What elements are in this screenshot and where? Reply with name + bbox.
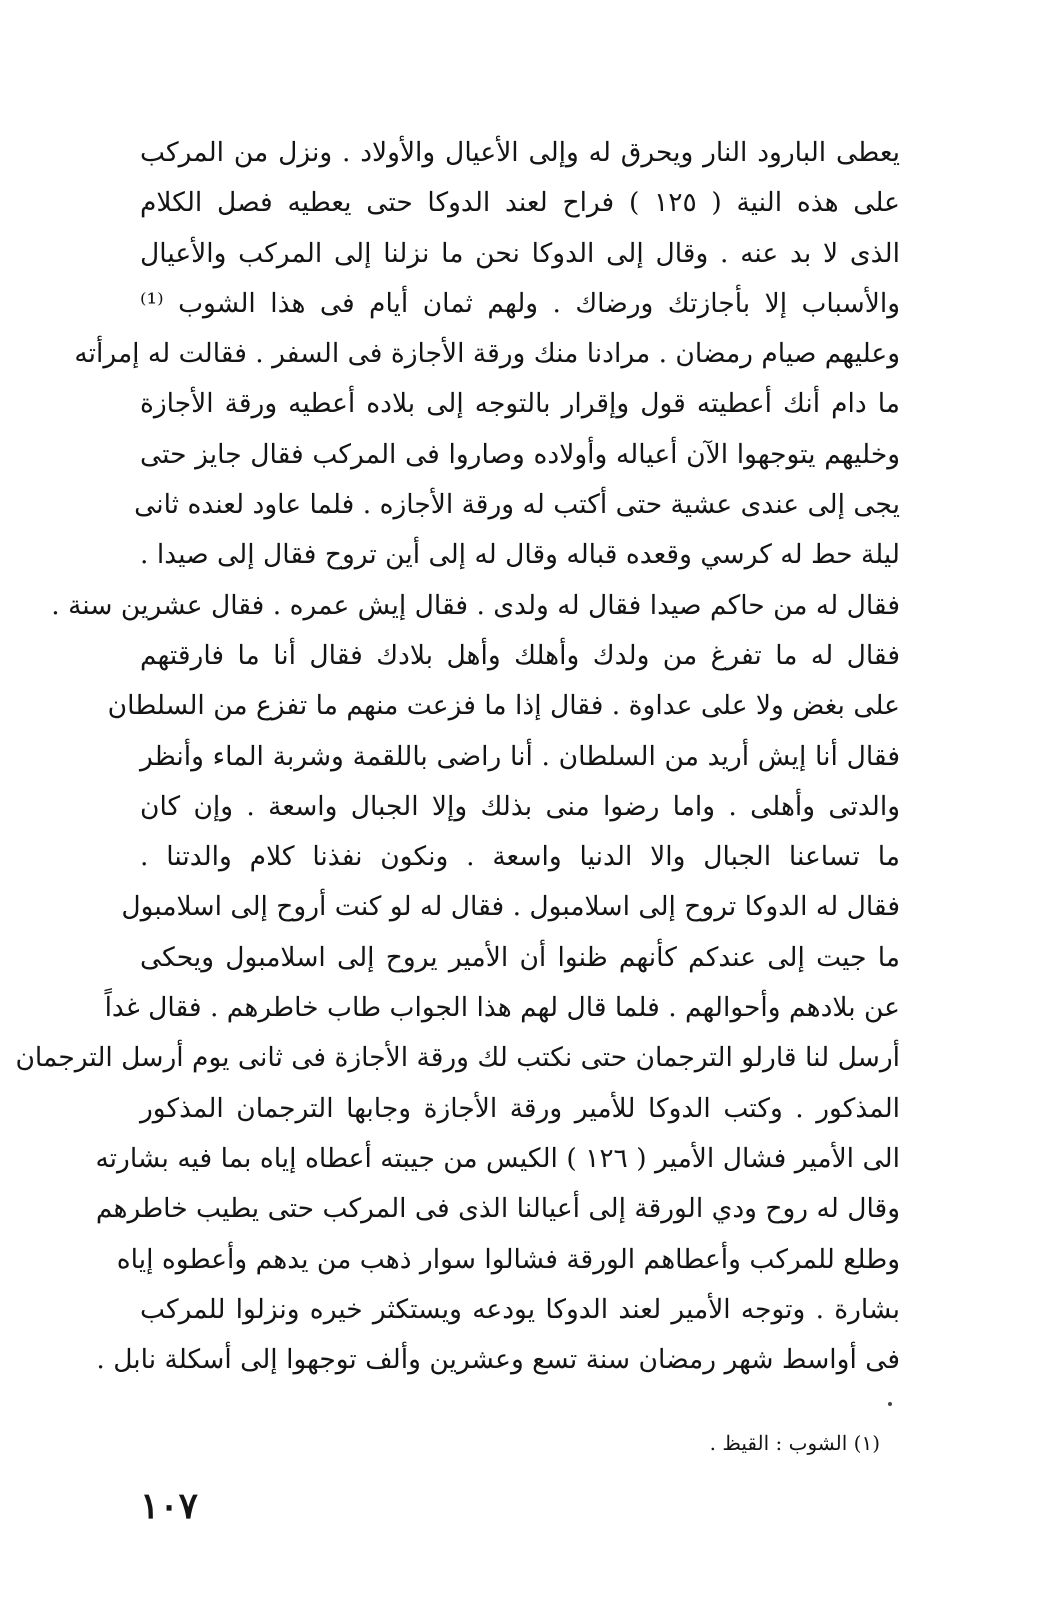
footnote-separator-dot xyxy=(888,1402,892,1406)
text-line: فقال له الدوكا تروح إلى اسلامبول . فقال له لو كنت أروح إلى اسلامبول xyxy=(121,891,900,923)
text-line: فى أواسط شهر رمضان سنة تسع وعشرين وألف توجهوا إلى أسكلة نابل . xyxy=(96,1344,900,1376)
footnote: (١) الشوب : القيظ . xyxy=(709,1431,880,1455)
text-line: فقال له ما تفرغ من ولدك وأهلك وأهل بلادك فقال أنا ما فارقتهم xyxy=(140,639,900,671)
text-line: الذى لا بد عنه . وقال إلى الدوكا نحن ما نزلنا إلى المركب والأعيال xyxy=(140,237,900,269)
page-number: ١٠٧ xyxy=(140,1485,199,1527)
text-line: وطلع للمركب وأعطاهم الورقة فشالوا سوار ذهب من يدهم وأعطوه إياه xyxy=(116,1243,900,1275)
text-line: وخليهم يتوجهوا الآن أعياله وأولاده وصاروا فى المركب فقال جايز حتى xyxy=(140,438,900,470)
text-line: ما دام أنك أعطيته قول وإقرار بالتوجه إلى بلاده أعطيه ورقة الأجازة xyxy=(140,388,900,420)
text-line: ليلة حط له كرسي وقعده قباله وقال له إلى أين تروح فقال إلى صيدا . xyxy=(140,539,900,571)
text-line: والدتى وأهلى . واما رضوا منى بذلك وإلا الجبال واسعة . وإن كان xyxy=(140,790,900,822)
text-line: ما تساعنا الجبال والا الدنيا واسعة . ونكون نفذنا كلام والدتنا . xyxy=(140,841,900,873)
main-text xyxy=(15,128,900,1385)
text-line: وعليهم صيام رمضان . مرادنا منك ورقة الأجازة فى السفر . فقالت له إمرأته xyxy=(74,338,900,370)
text-line: ما جيت إلى عندكم كأنهم ظنوا أن الأمير يروح إلى اسلامبول ويحكى xyxy=(140,941,900,973)
text-line: والأسباب إلا بأجازتك ورضاك . ولهم ثمان أيام فى هذا الشوب ⁽¹⁾ xyxy=(140,287,900,319)
text-line: على هذه النية ( ١٢٥ ) فراح لعند الدوكا حتى يعطيه فصل الكلام xyxy=(140,187,900,219)
text-line: أرسل لنا قارلو الترجمان حتى نكتب لك ورقة الأجازة فى ثانى يوم أرسل الترجمان xyxy=(15,1042,900,1074)
text-line: يعطى البارود النار ويحرق له وإلى الأعيال والأولاد . ونزل من المركب xyxy=(140,137,900,168)
text-line: فقال أنا إيش أريد من السلطان . أنا راضى باللقمة وشربة الماء وأنظر xyxy=(140,740,900,772)
text-line: وقال له روح ودي الورقة إلى أعيالنا الذى فى المركب حتى يطيب خاطرهم xyxy=(95,1193,900,1225)
text-line: على بغض ولا على عداوة . فقال إذا ما فزعت منهم ما تفزع من السلطان xyxy=(107,690,900,722)
text-line: يجى إلى عندى عشية حتى أكتب له ورقة الأجازه . فلما عاود لعنده ثانى xyxy=(134,489,900,521)
text-line: عن بلادهم وأحوالهم . فلما قال لهم هذا الجواب طاب خاطرهم . فقال غداً xyxy=(104,992,900,1024)
text-line: بشارة . وتوجه الأمير لعند الدوكا يودعه ويستكثر خيره ونزلوا للمركب xyxy=(140,1293,900,1325)
text-line: فقال له من حاكم صيدا فقال له ولدى . فقال إيش عمره . فقال عشرين سنة . xyxy=(51,589,900,621)
text-line: الى الأمير فشال الأمير ( ١٢٦ ) الكيس من جيبته أعطاه إياه بما فيه بشارته xyxy=(95,1142,900,1174)
text-line: المذكور . وكتب الدوكا للأمير ورقة الأجازة وجابها الترجمان المذكور xyxy=(140,1092,900,1124)
